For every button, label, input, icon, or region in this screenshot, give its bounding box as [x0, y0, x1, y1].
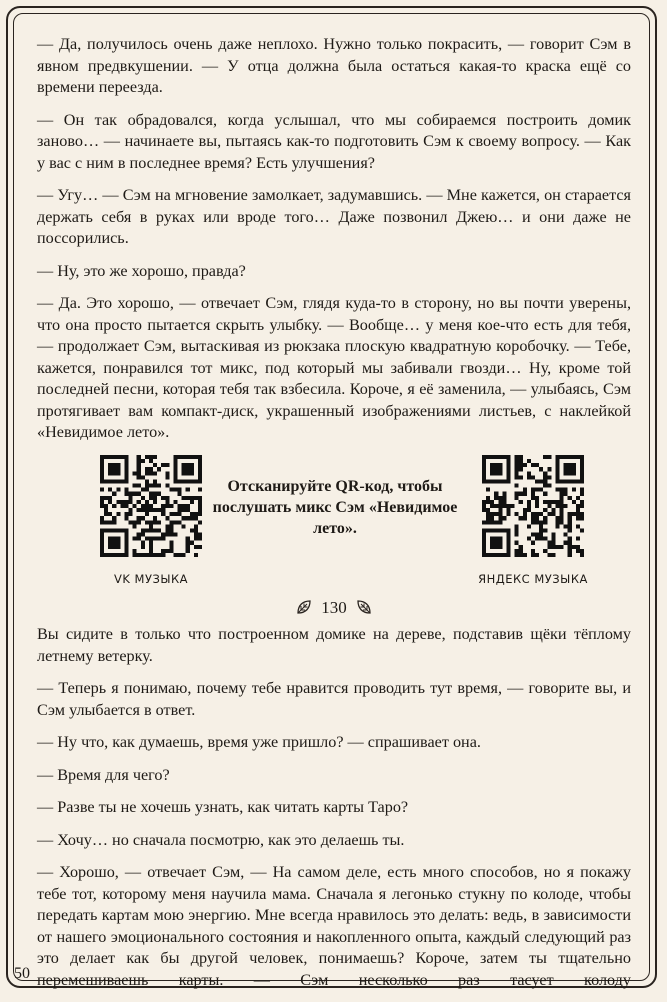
yandex-music-label: ЯНДЕКС МУЗЫКА — [478, 571, 588, 586]
page-number: 50 — [14, 965, 30, 982]
paragraph: — Время для чего? — [37, 765, 170, 784]
paragraph: — Он так обрадовался, когда услышал, что мы собираемся построить домик заново… — начинаете вы, пытаясь как-то подготовить Сэм к своему вопросу. — Как у вас с ним в последнее время? Есть улучшения? — [37, 110, 631, 172]
vk-music-qr[interactable] — [86, 455, 216, 591]
paragraph: — Ну, это же хорошо, правда? — [37, 261, 246, 280]
section-number: 130 — [321, 597, 347, 617]
paragraph: — Да, получилось очень даже неплохо. Нужно только покрасить, — говорит Сэм в явном предвкушении. — У отца должна была остаться какая-то краска ещё со времени переезда. — [37, 35, 631, 96]
qr-caption: Отсканируйте QR-код, чтобы послушать микс Сэм «Невидимое лето». — [212, 477, 458, 537]
paragraph: — Хочу… но сначала посмотрю, как это делаешь ты. — [37, 830, 405, 849]
paragraph: — Ну что, как думаешь, время уже пришло? — спрашивает она. — [37, 733, 481, 751]
paragraph: Вы сидите в только что построенном домике на дереве, подставив щёки тёплому летнему ветерку. — [37, 625, 631, 665]
leaf-ornament-icon — [295, 598, 313, 616]
qr-code-icon[interactable] — [482, 455, 584, 557]
qr-code-icon[interactable] — [100, 455, 202, 557]
paragraph: — Да. Это хорошо, — отвечает Сэм, глядя куда-то в сторону, но вы почти уверены, что она просто пытается скрыть улыбку. — Вообще… у меня кое-что есть для тебя, — продолжает Сэм, вытаскивая из рюкзака плоскую квадратную коробочку. — Тебе, кажется, понравился тот микс, под который мы забивали гвозди… Ну, кроме той последней песни, которая тебя так взбесила. Короче, я её заменила, — улыбаясь, Сэм протягивает вам компакт-диск, украшенный изображениями листьев, с наклейкой «Невидимое лето». — [37, 294, 631, 441]
leaf-ornament-icon — [355, 598, 373, 616]
paragraph: — Теперь я понимаю, почему тебе нравится проводить тут время, — говорите вы, и Сэм улыбается в ответ. — [37, 679, 631, 719]
page-content — [37, 34, 631, 1002]
qr-block — [37, 455, 631, 591]
section-heading — [37, 597, 631, 619]
paragraph: — Разве ты не хочешь узнать, как читать карты Таро? — [37, 798, 409, 816]
vk-music-label: VK МУЗЫКА — [113, 571, 189, 586]
paragraph: — Угу… — Сэм на мгновение замолкает, задумавшись. — Мне кажется, он старается держать себя в руках или вроде того… Даже позвонил Джею… и они даже не поссорились. — [37, 186, 631, 247]
yandex-music-qr[interactable] — [468, 455, 598, 591]
paragraph: — Хорошо, — отвечает Сэм, — На самом деле, есть много способов, но я покажу тебе тот, которому меня научила мама. Сначала я легонько стукну по колоде, чтобы передать картам мою энергию. Мне всегда нравилось это делать: ведь, в зависимости от нашего эмоционального состояния и накопленного опыта, каждый следующий раз это делает как бы другой человек, понимаешь? Короче, затем ты тщательно перемешиваешь карты. — Сэм несколько раз тасует колоду — [37, 863, 631, 989]
